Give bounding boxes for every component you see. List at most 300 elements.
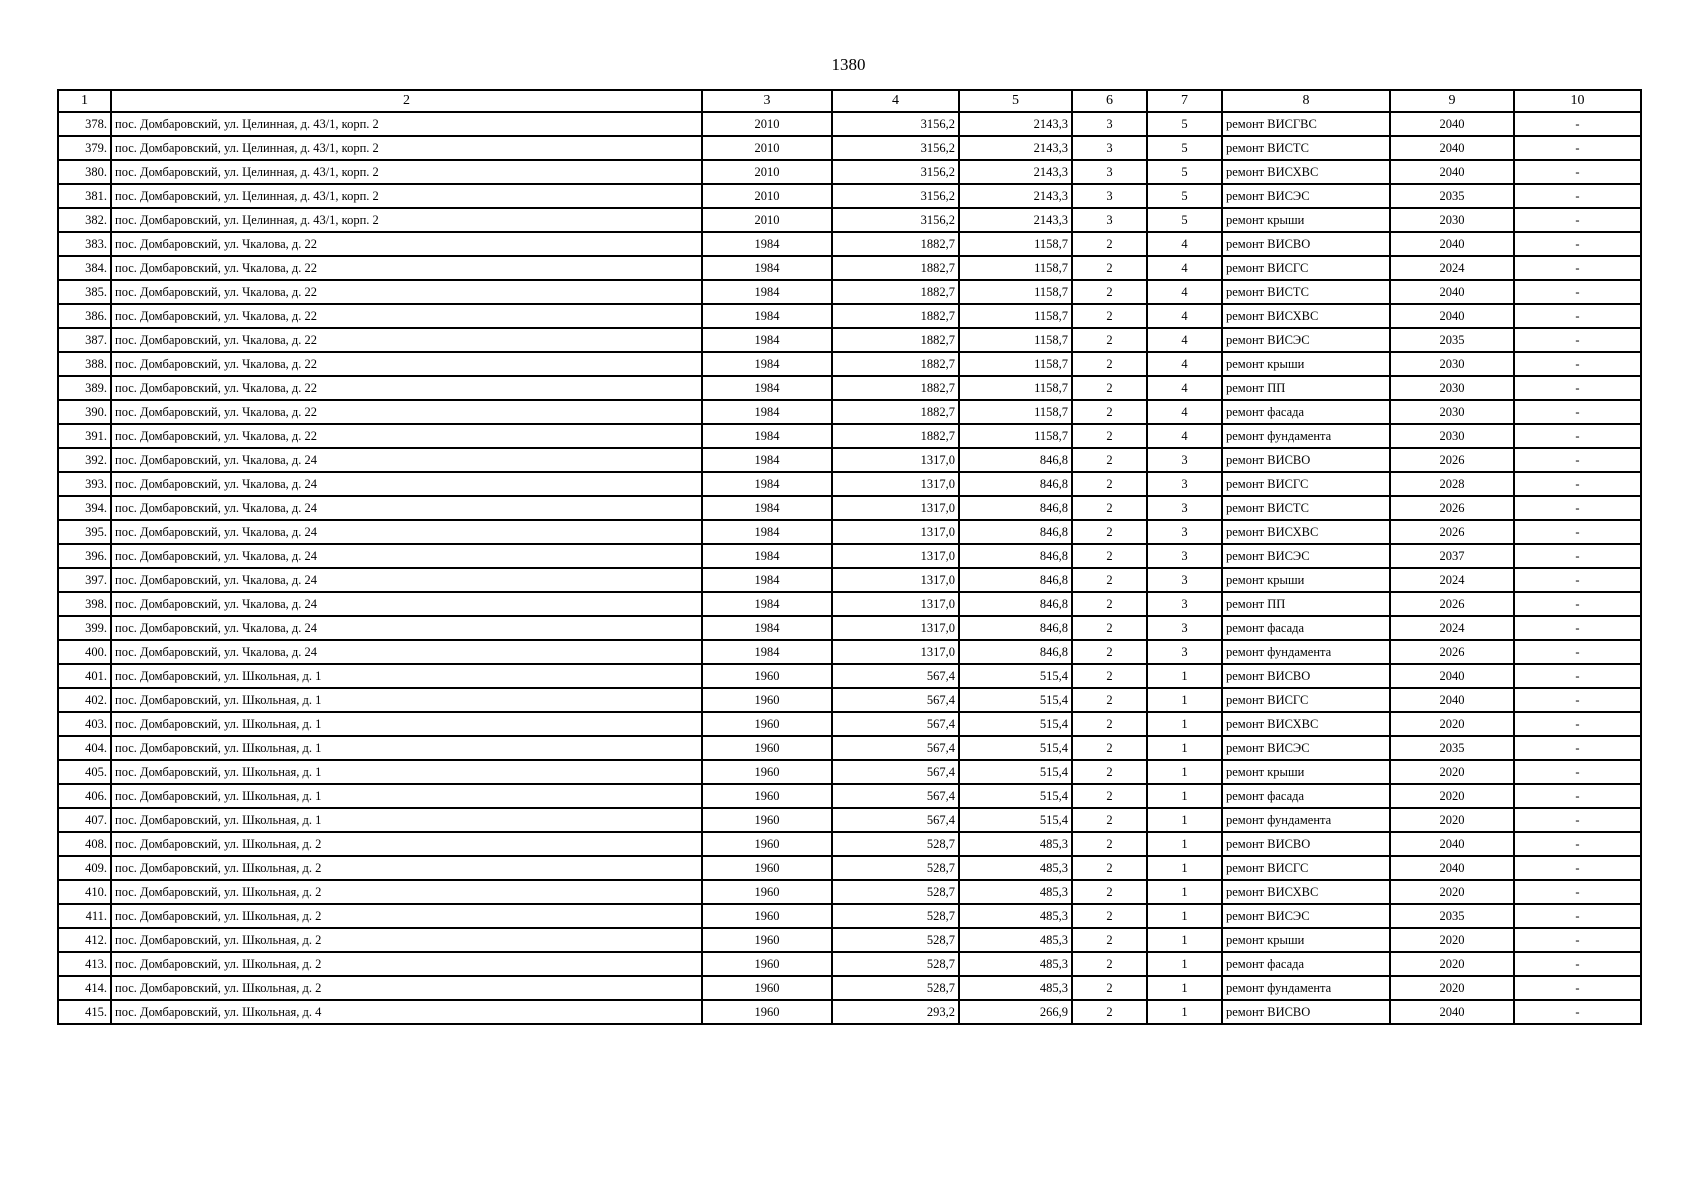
entrances-cell: 4	[1147, 256, 1222, 280]
planned-year-cell: 2030	[1390, 352, 1514, 376]
living-area-cell: 1158,7	[959, 376, 1072, 400]
year-built-cell: 1960	[702, 856, 832, 880]
total-area-cell: 528,7	[832, 856, 959, 880]
living-area-cell: 846,8	[959, 592, 1072, 616]
planned-year-cell: 2040	[1390, 232, 1514, 256]
total-area-cell: 3156,2	[832, 208, 959, 232]
table-row	[58, 232, 1641, 256]
row-number-cell: 411.	[58, 904, 111, 928]
row-number-cell: 407.	[58, 808, 111, 832]
floors-cell: 2	[1072, 832, 1147, 856]
address-cell: пос. Домбаровский, ул. Школьная, д. 1	[111, 712, 702, 736]
note-cell: -	[1514, 184, 1641, 208]
planned-year-cell: 2037	[1390, 544, 1514, 568]
floors-cell: 2	[1072, 784, 1147, 808]
row-number-cell: 390.	[58, 400, 111, 424]
year-built-cell: 1960	[702, 688, 832, 712]
work-type-cell: ремонт фасада	[1222, 952, 1390, 976]
address-cell: пос. Домбаровский, ул. Чкалова, д. 24	[111, 520, 702, 544]
floors-cell: 2	[1072, 712, 1147, 736]
floors-cell: 2	[1072, 592, 1147, 616]
note-cell: -	[1514, 592, 1641, 616]
work-type-cell: ремонт ВИСЭС	[1222, 736, 1390, 760]
planned-year-cell: 2040	[1390, 160, 1514, 184]
note-cell: -	[1514, 832, 1641, 856]
table-row	[58, 184, 1641, 208]
header-cell: 7	[1147, 90, 1222, 112]
work-type-cell: ремонт фасада	[1222, 784, 1390, 808]
entrances-cell: 1	[1147, 856, 1222, 880]
header-cell: 10	[1514, 90, 1641, 112]
row-number-cell: 399.	[58, 616, 111, 640]
row-number-cell: 403.	[58, 712, 111, 736]
address-cell: пос. Домбаровский, ул. Чкалова, д. 24	[111, 496, 702, 520]
work-type-cell: ремонт ВИСЭС	[1222, 184, 1390, 208]
living-area-cell: 515,4	[959, 784, 1072, 808]
note-cell: -	[1514, 400, 1641, 424]
entrances-cell: 4	[1147, 280, 1222, 304]
work-type-cell: ремонт ВИСХВС	[1222, 880, 1390, 904]
year-built-cell: 1984	[702, 352, 832, 376]
year-built-cell: 1960	[702, 760, 832, 784]
planned-year-cell: 2030	[1390, 376, 1514, 400]
year-built-cell: 2010	[702, 208, 832, 232]
year-built-cell: 2010	[702, 160, 832, 184]
floors-cell: 2	[1072, 424, 1147, 448]
address-cell: пос. Домбаровский, ул. Школьная, д. 4	[111, 1000, 702, 1024]
work-type-cell: ремонт ВИСГС	[1222, 688, 1390, 712]
year-built-cell: 1984	[702, 592, 832, 616]
living-area-cell: 1158,7	[959, 256, 1072, 280]
year-built-cell: 1960	[702, 664, 832, 688]
address-cell: пос. Домбаровский, ул. Целинная, д. 43/1, корп. 2	[111, 184, 702, 208]
entrances-cell: 1	[1147, 952, 1222, 976]
row-number-cell: 385.	[58, 280, 111, 304]
row-number-cell: 410.	[58, 880, 111, 904]
work-type-cell: ремонт фундамента	[1222, 424, 1390, 448]
floors-cell: 2	[1072, 688, 1147, 712]
note-cell: -	[1514, 568, 1641, 592]
planned-year-cell: 2020	[1390, 880, 1514, 904]
total-area-cell: 1317,0	[832, 520, 959, 544]
living-area-cell: 846,8	[959, 448, 1072, 472]
note-cell: -	[1514, 232, 1641, 256]
entrances-cell: 4	[1147, 400, 1222, 424]
entrances-cell: 4	[1147, 232, 1222, 256]
total-area-cell: 3156,2	[832, 136, 959, 160]
total-area-cell: 1317,0	[832, 616, 959, 640]
living-area-cell: 1158,7	[959, 352, 1072, 376]
living-area-cell: 2143,3	[959, 208, 1072, 232]
floors-cell: 3	[1072, 136, 1147, 160]
note-cell: -	[1514, 376, 1641, 400]
floors-cell: 2	[1072, 352, 1147, 376]
header-cell: 3	[702, 90, 832, 112]
table-row	[58, 856, 1641, 880]
row-number-cell: 381.	[58, 184, 111, 208]
table-row	[58, 328, 1641, 352]
total-area-cell: 1882,7	[832, 376, 959, 400]
entrances-cell: 3	[1147, 448, 1222, 472]
floors-cell: 3	[1072, 160, 1147, 184]
table-row	[58, 208, 1641, 232]
work-type-cell: ремонт ВИСТС	[1222, 496, 1390, 520]
row-number-cell: 380.	[58, 160, 111, 184]
row-number-cell: 387.	[58, 328, 111, 352]
table-row	[58, 640, 1641, 664]
table-row	[58, 400, 1641, 424]
note-cell: -	[1514, 328, 1641, 352]
year-built-cell: 1960	[702, 880, 832, 904]
total-area-cell: 1882,7	[832, 256, 959, 280]
year-built-cell: 1960	[702, 784, 832, 808]
planned-year-cell: 2035	[1390, 328, 1514, 352]
living-area-cell: 266,9	[959, 1000, 1072, 1024]
address-cell: пос. Домбаровский, ул. Школьная, д. 1	[111, 736, 702, 760]
note-cell: -	[1514, 304, 1641, 328]
total-area-cell: 1882,7	[832, 280, 959, 304]
row-number-cell: 404.	[58, 736, 111, 760]
planned-year-cell: 2035	[1390, 184, 1514, 208]
living-area-cell: 1158,7	[959, 328, 1072, 352]
table-row	[58, 304, 1641, 328]
row-number-cell: 383.	[58, 232, 111, 256]
total-area-cell: 1882,7	[832, 304, 959, 328]
year-built-cell: 1984	[702, 568, 832, 592]
living-area-cell: 485,3	[959, 880, 1072, 904]
entrances-cell: 1	[1147, 784, 1222, 808]
row-number-cell: 382.	[58, 208, 111, 232]
address-cell: пос. Домбаровский, ул. Чкалова, д. 24	[111, 472, 702, 496]
entrances-cell: 5	[1147, 184, 1222, 208]
address-cell: пос. Домбаровский, ул. Чкалова, д. 24	[111, 568, 702, 592]
address-cell: пос. Домбаровский, ул. Школьная, д. 2	[111, 880, 702, 904]
floors-cell: 2	[1072, 616, 1147, 640]
planned-year-cell: 2020	[1390, 760, 1514, 784]
planned-year-cell: 2024	[1390, 616, 1514, 640]
planned-year-cell: 2024	[1390, 568, 1514, 592]
entrances-cell: 3	[1147, 496, 1222, 520]
floors-cell: 2	[1072, 1000, 1147, 1024]
floors-cell: 2	[1072, 856, 1147, 880]
note-cell: -	[1514, 424, 1641, 448]
entrances-cell: 1	[1147, 832, 1222, 856]
work-type-cell: ремонт крыши	[1222, 760, 1390, 784]
row-number-cell: 402.	[58, 688, 111, 712]
work-type-cell: ремонт фасада	[1222, 400, 1390, 424]
entrances-cell: 1	[1147, 736, 1222, 760]
note-cell: -	[1514, 904, 1641, 928]
planned-year-cell: 2040	[1390, 832, 1514, 856]
address-cell: пос. Домбаровский, ул. Школьная, д. 2	[111, 928, 702, 952]
floors-cell: 3	[1072, 112, 1147, 136]
table-row	[58, 352, 1641, 376]
table-row	[58, 760, 1641, 784]
note-cell: -	[1514, 352, 1641, 376]
year-built-cell: 1960	[702, 952, 832, 976]
table-row	[58, 568, 1641, 592]
row-number-cell: 409.	[58, 856, 111, 880]
floors-cell: 2	[1072, 544, 1147, 568]
row-number-cell: 379.	[58, 136, 111, 160]
table-row	[58, 376, 1641, 400]
table-row	[58, 280, 1641, 304]
planned-year-cell: 2028	[1390, 472, 1514, 496]
floors-cell: 3	[1072, 184, 1147, 208]
table-row	[58, 712, 1641, 736]
note-cell: -	[1514, 712, 1641, 736]
header-cell: 4	[832, 90, 959, 112]
living-area-cell: 515,4	[959, 736, 1072, 760]
total-area-cell: 1317,0	[832, 496, 959, 520]
living-area-cell: 846,8	[959, 496, 1072, 520]
address-cell: пос. Домбаровский, ул. Чкалова, д. 22	[111, 376, 702, 400]
page-number: 1380	[831, 55, 866, 74]
row-number-cell: 386.	[58, 304, 111, 328]
address-cell: пос. Домбаровский, ул. Чкалова, д. 22	[111, 352, 702, 376]
note-cell: -	[1514, 640, 1641, 664]
work-type-cell: ремонт ВИСТС	[1222, 280, 1390, 304]
work-type-cell: ремонт фундамента	[1222, 808, 1390, 832]
year-built-cell: 1960	[702, 928, 832, 952]
table-row	[58, 544, 1641, 568]
note-cell: -	[1514, 976, 1641, 1000]
table-row	[58, 424, 1641, 448]
total-area-cell: 1317,0	[832, 568, 959, 592]
year-built-cell: 1984	[702, 472, 832, 496]
total-area-cell: 1317,0	[832, 448, 959, 472]
total-area-cell: 567,4	[832, 736, 959, 760]
planned-year-cell: 2020	[1390, 928, 1514, 952]
table-row	[58, 808, 1641, 832]
planned-year-cell: 2020	[1390, 784, 1514, 808]
row-number-cell: 400.	[58, 640, 111, 664]
year-built-cell: 1960	[702, 1000, 832, 1024]
entrances-cell: 4	[1147, 352, 1222, 376]
entrances-cell: 4	[1147, 424, 1222, 448]
planned-year-cell: 2030	[1390, 424, 1514, 448]
work-type-cell: ремонт ВИСЭС	[1222, 904, 1390, 928]
address-cell: пос. Домбаровский, ул. Чкалова, д. 22	[111, 304, 702, 328]
floors-cell: 2	[1072, 496, 1147, 520]
entrances-cell: 3	[1147, 640, 1222, 664]
floors-cell: 3	[1072, 208, 1147, 232]
note-cell: -	[1514, 520, 1641, 544]
table-row	[58, 736, 1641, 760]
note-cell: -	[1514, 928, 1641, 952]
year-built-cell: 2010	[702, 184, 832, 208]
year-built-cell: 1984	[702, 376, 832, 400]
header-cell: 5	[959, 90, 1072, 112]
living-area-cell: 2143,3	[959, 136, 1072, 160]
floors-cell: 2	[1072, 448, 1147, 472]
living-area-cell: 515,4	[959, 760, 1072, 784]
total-area-cell: 528,7	[832, 880, 959, 904]
living-area-cell: 485,3	[959, 952, 1072, 976]
year-built-cell: 2010	[702, 112, 832, 136]
table-row	[58, 904, 1641, 928]
year-built-cell: 1984	[702, 280, 832, 304]
living-area-cell: 485,3	[959, 928, 1072, 952]
living-area-cell: 515,4	[959, 808, 1072, 832]
work-type-cell: ремонт ВИСХВС	[1222, 160, 1390, 184]
year-built-cell: 1984	[702, 544, 832, 568]
entrances-cell: 4	[1147, 304, 1222, 328]
address-cell: пос. Домбаровский, ул. Школьная, д. 1	[111, 664, 702, 688]
work-type-cell: ремонт ВИСХВС	[1222, 520, 1390, 544]
work-type-cell: ремонт ВИСХВС	[1222, 304, 1390, 328]
work-type-cell: ремонт фундамента	[1222, 976, 1390, 1000]
year-built-cell: 1984	[702, 256, 832, 280]
floors-cell: 2	[1072, 928, 1147, 952]
entrances-cell: 4	[1147, 376, 1222, 400]
work-type-cell: ремонт ВИСГС	[1222, 856, 1390, 880]
living-area-cell: 485,3	[959, 832, 1072, 856]
row-number-cell: 415.	[58, 1000, 111, 1024]
total-area-cell: 567,4	[832, 760, 959, 784]
address-cell: пос. Домбаровский, ул. Целинная, д. 43/1, корп. 2	[111, 160, 702, 184]
year-built-cell: 1984	[702, 304, 832, 328]
planned-year-cell: 2020	[1390, 976, 1514, 1000]
floors-cell: 2	[1072, 976, 1147, 1000]
total-area-cell: 1882,7	[832, 424, 959, 448]
header-cell: 1	[58, 90, 111, 112]
note-cell: -	[1514, 784, 1641, 808]
planned-year-cell: 2040	[1390, 1000, 1514, 1024]
total-area-cell: 567,4	[832, 712, 959, 736]
living-area-cell: 485,3	[959, 976, 1072, 1000]
address-cell: пос. Домбаровский, ул. Чкалова, д. 22	[111, 424, 702, 448]
year-built-cell: 1984	[702, 640, 832, 664]
row-number-cell: 412.	[58, 928, 111, 952]
work-type-cell: ремонт ВИСЭС	[1222, 328, 1390, 352]
table-body	[58, 112, 1641, 1024]
floors-cell: 2	[1072, 256, 1147, 280]
floors-cell: 2	[1072, 232, 1147, 256]
address-cell: пос. Домбаровский, ул. Школьная, д. 2	[111, 832, 702, 856]
row-number-cell: 395.	[58, 520, 111, 544]
entrances-cell: 1	[1147, 928, 1222, 952]
floors-cell: 2	[1072, 520, 1147, 544]
year-built-cell: 1960	[702, 832, 832, 856]
floors-cell: 2	[1072, 280, 1147, 304]
year-built-cell: 1960	[702, 808, 832, 832]
entrances-cell: 1	[1147, 808, 1222, 832]
table-row	[58, 1000, 1641, 1024]
table-row	[58, 136, 1641, 160]
planned-year-cell: 2040	[1390, 136, 1514, 160]
work-type-cell: ремонт ВИСТС	[1222, 136, 1390, 160]
work-type-cell: ремонт ВИСГС	[1222, 256, 1390, 280]
address-cell: пос. Домбаровский, ул. Школьная, д. 2	[111, 856, 702, 880]
note-cell: -	[1514, 952, 1641, 976]
table-row	[58, 688, 1641, 712]
living-area-cell: 1158,7	[959, 424, 1072, 448]
entrances-cell: 3	[1147, 520, 1222, 544]
year-built-cell: 1984	[702, 424, 832, 448]
row-number-cell: 406.	[58, 784, 111, 808]
address-cell: пос. Домбаровский, ул. Школьная, д. 1	[111, 688, 702, 712]
total-area-cell: 1882,7	[832, 400, 959, 424]
living-area-cell: 2143,3	[959, 112, 1072, 136]
entrances-cell: 1	[1147, 880, 1222, 904]
address-cell: пос. Домбаровский, ул. Чкалова, д. 24	[111, 640, 702, 664]
note-cell: -	[1514, 256, 1641, 280]
table-row	[58, 880, 1641, 904]
note-cell: -	[1514, 616, 1641, 640]
note-cell: -	[1514, 280, 1641, 304]
address-cell: пос. Домбаровский, ул. Школьная, д. 1	[111, 760, 702, 784]
address-cell: пос. Домбаровский, ул. Школьная, д. 1	[111, 784, 702, 808]
note-cell: -	[1514, 496, 1641, 520]
address-cell: пос. Домбаровский, ул. Чкалова, д. 22	[111, 400, 702, 424]
planned-year-cell: 2020	[1390, 808, 1514, 832]
floors-cell: 2	[1072, 472, 1147, 496]
work-type-cell: ремонт ВИСВО	[1222, 832, 1390, 856]
entrances-cell: 1	[1147, 760, 1222, 784]
year-built-cell: 1960	[702, 712, 832, 736]
entrances-cell: 3	[1147, 592, 1222, 616]
row-number-cell: 397.	[58, 568, 111, 592]
total-area-cell: 567,4	[832, 784, 959, 808]
planned-year-cell: 2030	[1390, 400, 1514, 424]
total-area-cell: 528,7	[832, 832, 959, 856]
living-area-cell: 846,8	[959, 520, 1072, 544]
row-number-cell: 394.	[58, 496, 111, 520]
total-area-cell: 293,2	[832, 1000, 959, 1024]
note-cell: -	[1514, 736, 1641, 760]
row-number-cell: 414.	[58, 976, 111, 1000]
work-type-cell: ремонт ВИСГС	[1222, 472, 1390, 496]
floors-cell: 2	[1072, 568, 1147, 592]
living-area-cell: 1158,7	[959, 232, 1072, 256]
entrances-cell: 3	[1147, 568, 1222, 592]
total-area-cell: 528,7	[832, 952, 959, 976]
address-cell: пос. Домбаровский, ул. Школьная, д. 2	[111, 976, 702, 1000]
floors-cell: 2	[1072, 640, 1147, 664]
planned-year-cell: 2026	[1390, 640, 1514, 664]
year-built-cell: 1984	[702, 520, 832, 544]
floors-cell: 2	[1072, 304, 1147, 328]
row-number-cell: 396.	[58, 544, 111, 568]
living-area-cell: 2143,3	[959, 160, 1072, 184]
note-cell: -	[1514, 160, 1641, 184]
planned-year-cell: 2040	[1390, 112, 1514, 136]
entrances-cell: 5	[1147, 160, 1222, 184]
planned-year-cell: 2024	[1390, 256, 1514, 280]
planned-year-cell: 2040	[1390, 856, 1514, 880]
table-row	[58, 520, 1641, 544]
living-area-cell: 2143,3	[959, 184, 1072, 208]
work-type-cell: ремонт крыши	[1222, 352, 1390, 376]
floors-cell: 2	[1072, 328, 1147, 352]
year-built-cell: 1984	[702, 448, 832, 472]
note-cell: -	[1514, 136, 1641, 160]
table-row	[58, 976, 1641, 1000]
entrances-cell: 3	[1147, 472, 1222, 496]
entrances-cell: 1	[1147, 904, 1222, 928]
row-number-cell: 392.	[58, 448, 111, 472]
floors-cell: 2	[1072, 808, 1147, 832]
work-type-cell: ремонт ВИСГВС	[1222, 112, 1390, 136]
address-cell: пос. Домбаровский, ул. Чкалова, д. 22	[111, 280, 702, 304]
note-cell: -	[1514, 880, 1641, 904]
total-area-cell: 1317,0	[832, 592, 959, 616]
row-number-cell: 378.	[58, 112, 111, 136]
table-row	[58, 448, 1641, 472]
table-header-row	[58, 90, 1641, 112]
address-cell: пос. Домбаровский, ул. Чкалова, д. 22	[111, 232, 702, 256]
